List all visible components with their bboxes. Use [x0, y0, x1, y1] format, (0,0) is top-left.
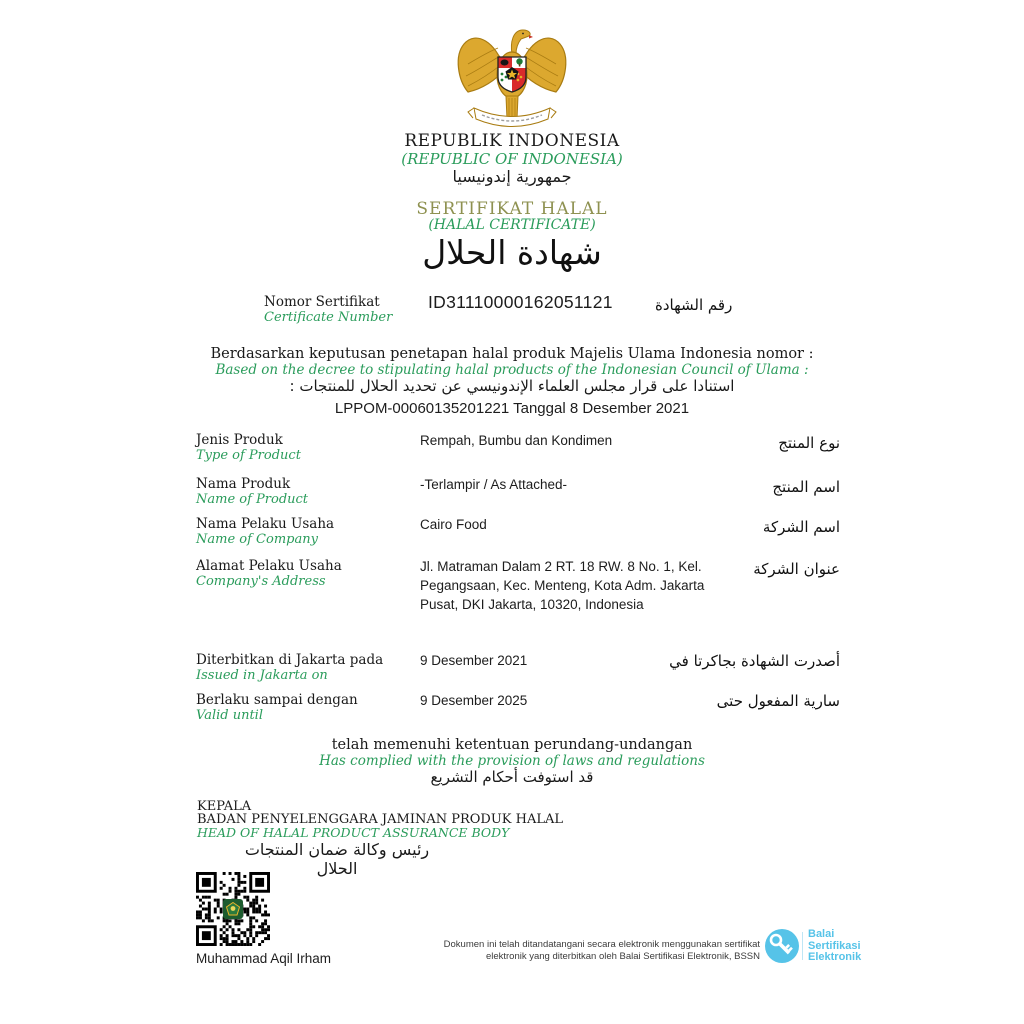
compliance-line-en: Has complied with the provision of laws and regulations	[319, 753, 705, 769]
detail-label-en: Issued in Jakarta on	[196, 668, 328, 683]
detail-label-id: Jenis Produk	[196, 432, 283, 448]
detail-label-en: Name of Company	[196, 532, 318, 547]
balai-word-1: Balai	[808, 928, 835, 940]
certificate-title-en: (HALAL CERTIFICATE)	[428, 217, 596, 233]
decree-number-line: LPPOM-00060135201221 Tanggal 8 Desember 2021	[334, 400, 690, 417]
qr-code	[196, 872, 270, 946]
detail-label-en: Name of Product	[196, 492, 309, 507]
decree-line-ar: استنادا على قرار مجلس العلماء الإندونيسي عن تحديد الحلال للمنتجات :	[289, 377, 735, 395]
signatory-title-en: HEAD OF HALAL PRODUCT ASSURANCE BODY	[197, 825, 510, 840]
detail-value: 9 Desember 2021	[420, 653, 528, 668]
detail-value: Jl. Matraman Dalam 2 RT. 18 RW. 8 No. 1, Kel. Pegangsaan, Kec. Menteng, Kota Adm. Jakarta Pusat, DKI Jakarta, 10320, Indonesia	[420, 559, 705, 612]
detail-label-ar: أصدرت الشهادة بجاكرتا في	[669, 652, 840, 670]
disclaimer-line-2: elektronik yang diterbitkan oleh Balai Sertifikasi Elektronik, BSSN	[485, 951, 760, 962]
certificate-title-ar: شهادة الحلال	[422, 233, 602, 272]
balai-word-3: Elektronik	[808, 951, 862, 963]
balai-logo-wordmark	[808, 929, 861, 964]
detail-label-id: Berlaku sampai dengan	[196, 692, 358, 708]
detail-label-id: Nama Produk	[196, 476, 291, 492]
detail-label-en: Type of Product	[196, 448, 301, 463]
signatory-title-ar: رئيس وكالة ضمان المنتجات الحلال	[244, 840, 430, 878]
ministry-of-religion-logo-icon	[223, 899, 243, 919]
detail-value: Rempah, Bumbu dan Kondimen	[420, 433, 613, 448]
detail-value: 9 Desember 2025	[420, 693, 528, 708]
certificate-title-id: SERTIFIKAT HALAL	[416, 199, 608, 219]
decree-line-id: Berdasarkan keputusan penetapan halal produk Majelis Ulama Indonesia nomor :	[210, 346, 814, 362]
cert-number-value: ID31110000162051121	[428, 292, 613, 312]
compliance-line-id: telah memenuhi ketentuan perundang-undangan	[331, 737, 693, 753]
electronic-signature-disclaimer	[400, 939, 760, 963]
detail-label-ar: اسم الشركة	[762, 518, 840, 536]
detail-label-ar: نوع المنتج	[778, 434, 840, 452]
signatory-name: Muhammad Aqil Irham	[196, 951, 332, 966]
detail-label-id: Alamat Pelaku Usaha	[196, 558, 342, 574]
cert-number-label-id: Nomor Sertifikat	[264, 294, 380, 310]
detail-label-en: Valid until	[196, 708, 263, 723]
detail-label-ar: عنوان الشركة	[753, 560, 840, 578]
detail-label-id: Diterbitkan di Jakarta pada	[196, 652, 384, 668]
detail-label-ar: سارية المفعول حتى	[716, 692, 840, 710]
detail-label-ar: اسم المنتج	[772, 478, 840, 496]
signatory-title-body: BADAN PENYELENGGARA JAMINAN PRODUK HALAL	[197, 812, 564, 827]
footer-logo-divider	[802, 932, 803, 960]
decree-line-en: Based on the decree to stipulating halal products of the Indonesian Council of Ulama :	[215, 362, 809, 378]
signatory-title-kepala: KEPALA	[197, 799, 252, 814]
country-name-ar: جمهورية إندونيسيا	[452, 167, 572, 186]
detail-value: Cairo Food	[420, 517, 487, 532]
detail-value: -Terlampir / As Attached-	[420, 477, 568, 492]
detail-label-id: Nama Pelaku Usaha	[196, 516, 335, 532]
cert-number-label-en: Certificate Number	[264, 310, 393, 325]
country-name-en: (REPUBLIC OF INDONESIA)	[401, 150, 623, 168]
garuda-pancasila-emblem	[452, 22, 572, 132]
balai-word-2: Sertifikasi	[808, 939, 861, 952]
balai-sertifikasi-elektronik-logo-icon	[764, 928, 800, 964]
compliance-line-ar: قد استوفت أحكام التشريع	[430, 768, 594, 786]
cert-number-label-ar: رقم الشهادة	[655, 296, 733, 314]
country-name-id: REPUBLIK INDONESIA	[404, 131, 620, 151]
detail-label-en: Company's Address	[196, 574, 326, 589]
disclaimer-line-1: Dokumen ini telah ditandatangani secara elektronik menggunakan sertifikat	[443, 939, 760, 950]
